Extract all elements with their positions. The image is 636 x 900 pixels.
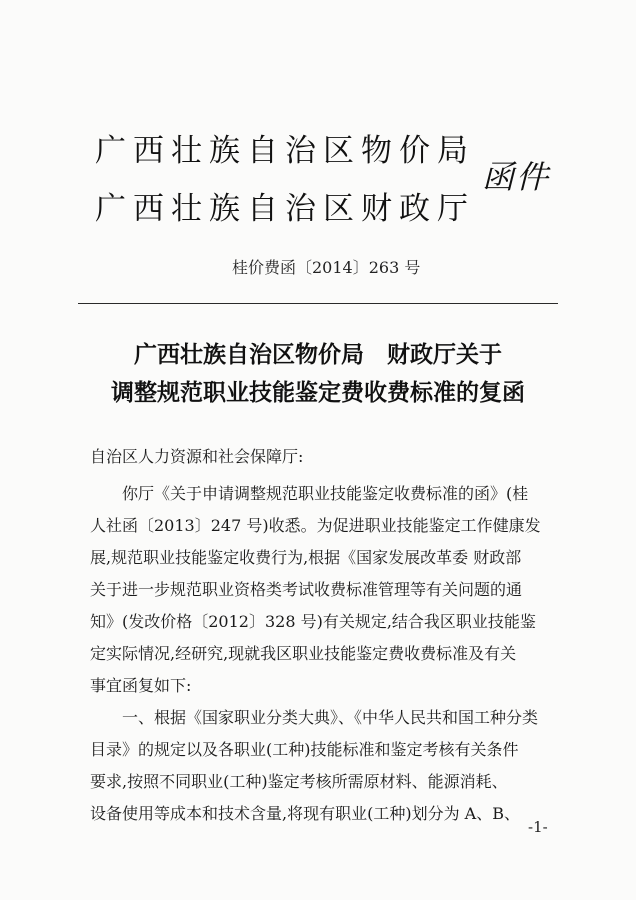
body-line: 要求,按照不同职业(工种)鉴定考核所需原材料、能源消耗、 — [90, 772, 508, 791]
document-number: 桂价费函〔2014〕263 号 — [232, 258, 421, 277]
body-line: 事宜函复如下: — [90, 676, 192, 695]
issuer-name: 广西壮族自治区财政厅 — [95, 191, 475, 227]
issuer-name: 广西壮族自治区物价局 — [95, 133, 475, 169]
body-line: 定实际情况,经研究,现就我区职业技能鉴定费收费标准及有关 — [90, 644, 517, 663]
header-divider — [78, 303, 558, 304]
body-line: 人社函〔2013〕247 号)收悉。为促进职业技能鉴定工作健康发 — [90, 516, 541, 535]
salutation: 自治区人力资源和社会保障厅: — [90, 447, 304, 466]
body-line: 知》(发改价格〔2012〕328 号)有关规定,结合我区职业技能鉴 — [90, 612, 536, 631]
body-line: 一、根据《国家职业分类大典》、《中华人民共和国工种分类 — [90, 708, 539, 727]
body-line: 关于进一步规范职业资格类考试收费标准管理等有关问题的通 — [90, 580, 523, 599]
page-number: -1- — [528, 818, 548, 836]
document-kind: 函件 — [482, 158, 551, 196]
body-line: 你厅《关于申请调整规范职业技能鉴定收费标准的函》(桂 — [90, 484, 529, 503]
body-line: 展,规范职业技能鉴定收费行为,根据《国家发展改革委 财政部 — [90, 548, 522, 567]
body-line: 设备使用等成本和技术含量,将现有职业(工种)划分为 A、B、 — [90, 804, 520, 823]
document-title: 广西壮族自治区物价局 财政厅关于 — [134, 341, 502, 368]
document-title: 调整规范职业技能鉴定费收费标准的复函 — [111, 379, 525, 406]
body-line: 目录》的规定以及各职业(工种)技能标准和鉴定考核有关条件 — [90, 740, 519, 759]
